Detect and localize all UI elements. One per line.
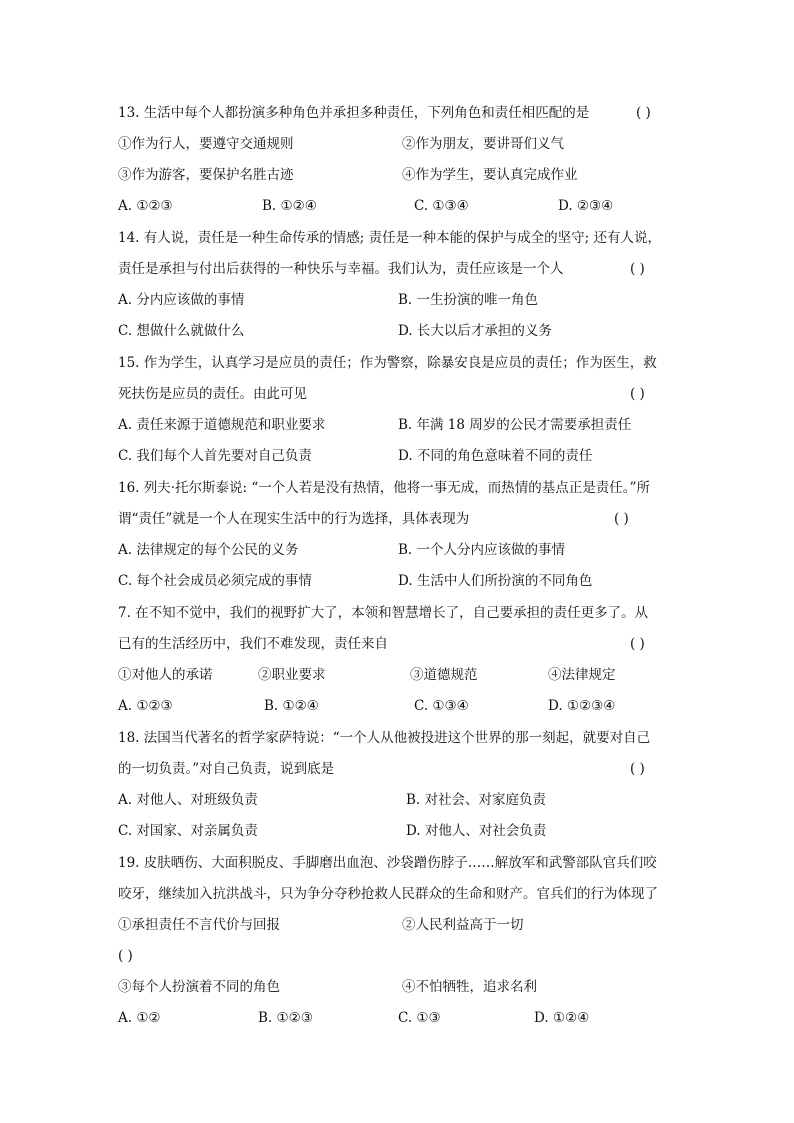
q16-option-a: A. 法律规定的每个公民的义务	[118, 542, 299, 558]
q15-option-d: D. 不同的角色意味着不同的责任	[398, 448, 593, 464]
q19-statement-4: ④不怕牺牲，追求名利	[402, 979, 537, 995]
q17-statement-4: ④法律规定	[548, 667, 616, 683]
q15-stem-line1: 15. 作为学生，认真学习是应员的责任；作为警察，除暴安良是应员的责任；作为医生，救	[118, 355, 657, 371]
q16-stem-line1: 16. 列夫·托尔斯泰说: “一个人若是没有热情，他将一事无成，而热情的基点正是责任。”所	[118, 480, 650, 496]
q13-statement-4: ④作为学生，要认真完成作业	[402, 167, 578, 183]
q14-option-a: A. 分内应该做的事情	[118, 292, 245, 308]
q19-stem-line1: 19. 皮肤晒伤、大面积脱皮、手脚磨出血泡、沙袋蹭伤脖子……解放军和武警部队官兵们咬	[118, 855, 657, 871]
q13-answer-paren: ( )	[636, 105, 651, 121]
q19-option-a: A. ①②	[118, 1010, 161, 1026]
q18-answer-paren: ( )	[630, 761, 645, 777]
q19-stem-line2: 咬牙，继续加入抗洪战斗，只为争分夺秒抢救人民群众的生命和财产。官兵们的行为体现了	[118, 886, 658, 902]
q13-option-b: B. ①②④	[262, 198, 317, 214]
q19-statement-2: ②人民利益高于一切	[402, 917, 524, 933]
q15-option-c: C. 我们每个人首先要对自己负责	[118, 448, 312, 464]
q18-option-c: C. 对国家、对亲属负责	[118, 823, 258, 839]
q17-option-d: D. ①②③④	[548, 698, 616, 714]
q17-stem-line1: 7. 在不知不觉中，我们的视野扩大了，本领和智慧增长了，自己要承担的责任更多了。从	[118, 605, 649, 621]
q14-stem-line1: 14. 有人说，责任是一种生命传承的情感; 责任是一种本能的保护与成全的坚守; 还有人说，	[118, 230, 661, 246]
q19-option-d: D. ①②④	[534, 1010, 590, 1026]
q13-statement-3: ③作为游客，要保护名胜古迹	[118, 167, 294, 183]
q17-option-c: C. ①③④	[414, 698, 469, 714]
q18-stem-line2: 的一切负责。”对自己负责，说到底是	[118, 761, 335, 777]
q17-option-b: B. ①②④	[264, 698, 319, 714]
q19-option-b: B. ①②③	[258, 1010, 313, 1026]
q14-option-b: B. 一生扮演的唯一角色	[398, 292, 539, 308]
q18-option-b: B. 对社会、对家庭负责	[406, 792, 547, 808]
q16-stem-line2: 谓“责任”就是一个人在现实生活中的行为选择，具体表现为	[118, 511, 470, 527]
q14-option-c: C. 想做什么就做什么	[118, 323, 245, 339]
q18-option-a: A. 对他人、对班级负责	[118, 792, 258, 808]
q15-option-a: A. 责任来源于道德规范和职业要求	[118, 417, 326, 433]
q17-answer-paren: ( )	[630, 636, 645, 652]
q13-option-d: D. ②③④	[558, 198, 614, 214]
q13-stem: 13. 生活中每个人都扮演多种角色并承担多种责任，下列角色和责任相匹配的是	[118, 105, 590, 121]
q13-option-c: C. ①③④	[414, 198, 469, 214]
q13-statement-2: ②作为朋友，要讲哥们义气	[402, 136, 564, 152]
q17-option-a: A. ①②③	[118, 698, 173, 714]
q19-statement-1: ①承担责任不言代价与回报	[118, 917, 280, 933]
q18-stem-line1: 18. 法国当代著名的哲学家萨特说：“一个人从他被投进这个世界的那一刻起，就要对自己	[118, 730, 651, 746]
q15-answer-paren: ( )	[630, 386, 645, 402]
q19-statement-3: ③每个人扮演着不同的角色	[118, 979, 280, 995]
q16-answer-paren: ( )	[614, 511, 629, 527]
q13-statement-1: ①作为行人，要遵守交通规则	[118, 136, 294, 152]
q15-option-b: B. 年满 18 周岁的公民才需要承担责任	[398, 417, 632, 433]
q16-option-b: B. 一个人分内应该做的事情	[398, 542, 566, 558]
q14-option-d: D. 长大以后才承担的义务	[398, 323, 552, 339]
q17-statement-1: ①对他人的承诺	[118, 667, 213, 683]
q18-option-d: D. 对他人、对社会负责	[406, 823, 547, 839]
q19-answer-paren: ( )	[118, 948, 133, 964]
q16-option-d: D. 生活中人们所扮演的不同角色	[398, 573, 593, 589]
q17-statement-2: ②职业要求	[258, 667, 326, 683]
q19-option-c: C. ①③	[398, 1010, 441, 1026]
q17-statement-3: ③道德规范	[410, 667, 478, 683]
q17-stem-line2: 已有的生活经历中，我们不难发现，责任来自	[118, 636, 388, 652]
q15-stem-line2: 死扶伤是应员的责任。由此可见	[118, 386, 307, 402]
q14-stem-line2: 责任是承担与付出后获得的一种快乐与幸福。我们认为，责任应该是一个人	[118, 261, 564, 277]
q16-option-c: C. 每个社会成员必须完成的事情	[118, 573, 312, 589]
q13-option-a: A. ①②③	[118, 198, 173, 214]
q14-answer-paren: ( )	[630, 261, 645, 277]
